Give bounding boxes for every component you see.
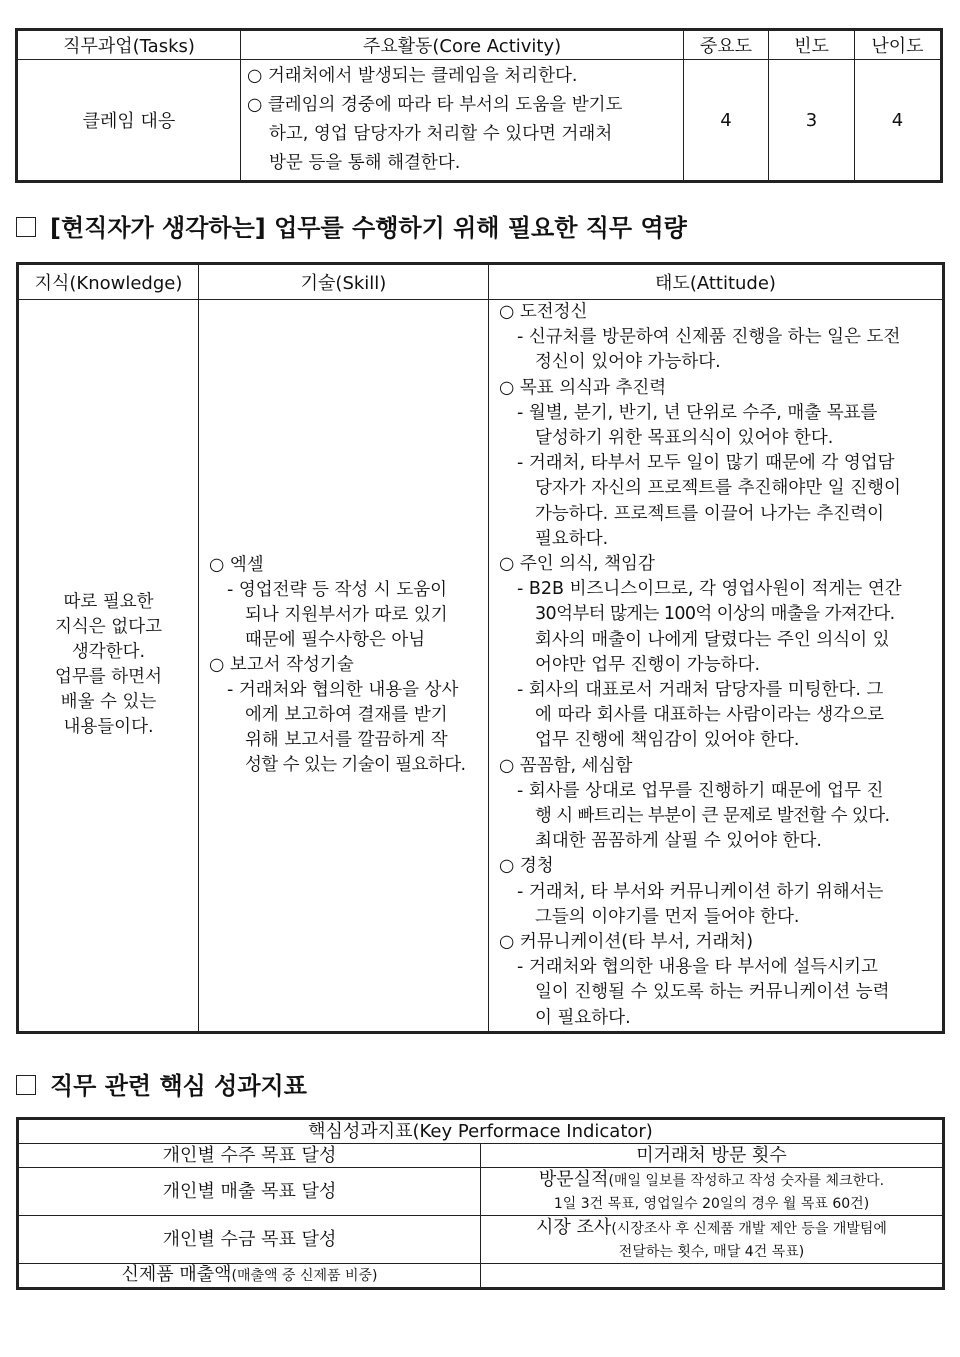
kpi-row — [19, 1168, 943, 1216]
attitude-line: 그들의 이야기를 먼저 들어야 한다. — [535, 906, 800, 927]
knowledge-line: 배울 수 있는 — [60, 692, 157, 713]
kpi-left: 개인별 매출 목표 달성 — [19, 1168, 481, 1216]
kpi-row — [19, 1144, 943, 1168]
kpi-right-note: (시장조사 후 신제품 개발 제안 등을 개발팀에 — [611, 1220, 887, 1237]
kpi-left-main: 신제품 매출액 — [121, 1264, 232, 1285]
activity-line: 방문 등을 통해 해결한다. — [269, 153, 461, 173]
attitude-line: 30억부터 많게는 100억 이상의 매출을 가져간다. — [535, 604, 895, 625]
attitude-line: ○ 목표 의식과 추진력 — [499, 377, 667, 398]
header-importance: 중요도 — [684, 31, 769, 60]
attitude-line: 일이 진행될 수 있도록 하는 커뮤니케이션 능력 — [535, 982, 890, 1003]
task-table-header — [18, 31, 941, 60]
knowledge-cell — [19, 300, 199, 1032]
skill-line: 에게 보고하여 결재를 받기 — [245, 704, 448, 725]
attitude-line: ○ 커뮤니케이션(타 부서, 거래처) — [499, 932, 754, 953]
attitude-line: - 거래처, 타 부서와 커뮤니케이션 하기 위해서는 — [517, 881, 884, 902]
attitude-line: 가능하다. 프로젝트를 이끌어 나가는 추진력이 — [535, 503, 885, 524]
header-skill: 기술(Skill) — [199, 265, 489, 300]
attitude-line: 달성하기 위한 목표의식이 있어야 한다. — [535, 428, 834, 449]
activity-line: ○ 거래처에서 발생되는 클레임을 처리한다. — [247, 66, 578, 86]
attitude-line: - 거래처, 타부서 모두 일이 많기 때문에 각 영업담 — [517, 453, 895, 474]
task-table — [17, 30, 941, 181]
knowledge-line: 업무를 하면서 — [55, 667, 162, 688]
task-frequency: 3 — [769, 60, 855, 181]
kpi-left — [19, 1264, 481, 1288]
attitude-line: ○ 꼼꼼함, 세심함 — [499, 755, 633, 776]
skill-line: 위해 보고서를 깔끔하게 작 — [245, 729, 448, 750]
kpi-left-note: (매출액 중 신제품 비중) — [231, 1268, 378, 1284]
header-knowledge: 지식(Knowledge) — [19, 265, 199, 300]
kpi-right-empty — [481, 1264, 943, 1288]
skill-line: 되나 지원부서가 따로 있기 — [245, 604, 448, 625]
kpi-right-note: (매일 일보를 작성하고 작성 숫자를 체크한다. — [608, 1172, 885, 1189]
attitude-line: 업무 진행에 책임감이 있어야 한다. — [535, 730, 800, 751]
attitude-line: 최대한 꼼꼼하게 살필 수 있어야 한다. — [535, 831, 822, 852]
kpi-right — [481, 1216, 943, 1264]
skill-line: 때문에 필수사항은 아님 — [245, 629, 426, 650]
task-row — [18, 60, 941, 181]
kpi-header: 핵심성과지표(Key Performace Indicator) — [19, 1120, 943, 1144]
skill-cell — [199, 300, 489, 1032]
header-frequency: 빈도 — [769, 31, 855, 60]
competency-table — [18, 264, 943, 1032]
attitude-line: 어야만 업무 진행이 가능하다. — [535, 654, 761, 675]
kpi-row — [19, 1264, 943, 1288]
header-difficulty: 난이도 — [855, 31, 941, 60]
task-name: 클레임 대응 — [18, 60, 241, 181]
attitude-line: 당자가 자신의 프로젝트를 추진해야만 일 진행이 — [535, 478, 901, 499]
attitude-line: 회사의 매출이 나에게 달렸다는 주인 의식이 있 — [535, 629, 890, 650]
kpi-left: 개인별 수금 목표 달성 — [19, 1216, 481, 1264]
kpi-right-main: 방문실적 — [538, 1168, 609, 1190]
skill-line: ○ 보고서 작성기술 — [209, 654, 354, 675]
kpi-header-row — [19, 1120, 943, 1144]
attitude-line: - 회사의 대표로서 거래처 담당자를 미팅한다. 그 — [517, 680, 884, 701]
attitude-line: - B2B 비즈니스이므로, 각 영업사원이 적게는 연간 — [517, 579, 902, 600]
kpi-row — [19, 1216, 943, 1264]
skill-line: - 거래처와 협의한 내용을 상사 — [227, 679, 459, 700]
section-title-text: 직무 관련 핵심 성과지표 — [50, 1072, 307, 1100]
kpi-right — [481, 1168, 943, 1216]
competency-table-header — [19, 265, 943, 300]
knowledge-line: 생각한다. — [71, 642, 146, 663]
attitude-line: 정신이 있어야 가능하다. — [535, 352, 721, 373]
task-difficulty: 4 — [855, 60, 941, 181]
checkbox-square-icon — [16, 1075, 36, 1095]
knowledge-line: 따로 필요한 — [63, 592, 154, 613]
kpi-section-title — [16, 1066, 307, 1101]
activity-line: ○ 클레임의 경중에 따라 타 부서의 도움을 받기도 — [247, 95, 623, 115]
skill-line: 성할 수 있는 기술이 필요하다. — [245, 754, 466, 775]
attitude-line: 행 시 빠트리는 부분이 큰 문제로 발전할 수 있다. — [535, 806, 890, 827]
header-attitude: 태도(Attitude) — [489, 265, 943, 300]
attitude-line: 이 필요하다. — [535, 1007, 631, 1028]
attitude-line: ○ 경청 — [499, 856, 554, 877]
task-activities — [241, 60, 684, 181]
attitude-line: 필요하다. — [535, 528, 609, 549]
kpi-table — [18, 1119, 943, 1288]
header-tasks: 직무과업(Tasks) — [18, 31, 241, 60]
competency-row — [19, 300, 943, 1032]
attitude-cell — [489, 300, 943, 1032]
knowledge-line: 지식은 없다고 — [55, 617, 162, 638]
attitude-line: - 월별, 분기, 반기, 년 단위로 수주, 매출 목표를 — [517, 402, 878, 423]
competency-section-title — [16, 208, 687, 243]
kpi-right-main: 시장 조사 — [536, 1216, 612, 1238]
kpi-right-note: 전달하는 횟수, 매달 4건 목표) — [618, 1243, 805, 1260]
knowledge-line: 내용들이다. — [63, 717, 154, 738]
kpi-left: 개인별 수주 목표 달성 — [19, 1144, 481, 1168]
section-title-text: [현직자가 생각하는] 업무를 수행하기 위해 필요한 직무 역량 — [50, 214, 687, 242]
attitude-line: 에 따라 회사를 대표하는 사람이라는 생각으로 — [535, 705, 885, 726]
checkbox-square-icon — [16, 217, 36, 237]
skill-line: - 영업전략 등 작성 시 도움이 — [227, 579, 448, 600]
attitude-line: - 신규처를 방문하여 신제품 진행을 하는 일은 도전 — [517, 327, 901, 348]
activity-line: 하고, 영업 담당자가 처리할 수 있다면 거래처 — [269, 124, 613, 144]
attitude-line: - 회사를 상대로 업무를 진행하기 때문에 업무 진 — [517, 780, 884, 801]
attitude-line: ○ 도전정신 — [499, 302, 588, 322]
task-importance: 4 — [684, 60, 769, 181]
kpi-right: 미거래처 방문 횟수 — [481, 1144, 943, 1168]
skill-line: ○ 엑셀 — [209, 554, 264, 575]
attitude-line: ○ 주인 의식, 책임감 — [499, 554, 655, 575]
header-core-activity: 주요활동(Core Activity) — [241, 31, 684, 60]
kpi-right-note: 1일 3건 목표, 영업일수 20일의 경우 월 목표 60건) — [553, 1195, 870, 1212]
attitude-line: - 거래처와 협의한 내용을 타 부서에 설득시키고 — [517, 957, 878, 978]
